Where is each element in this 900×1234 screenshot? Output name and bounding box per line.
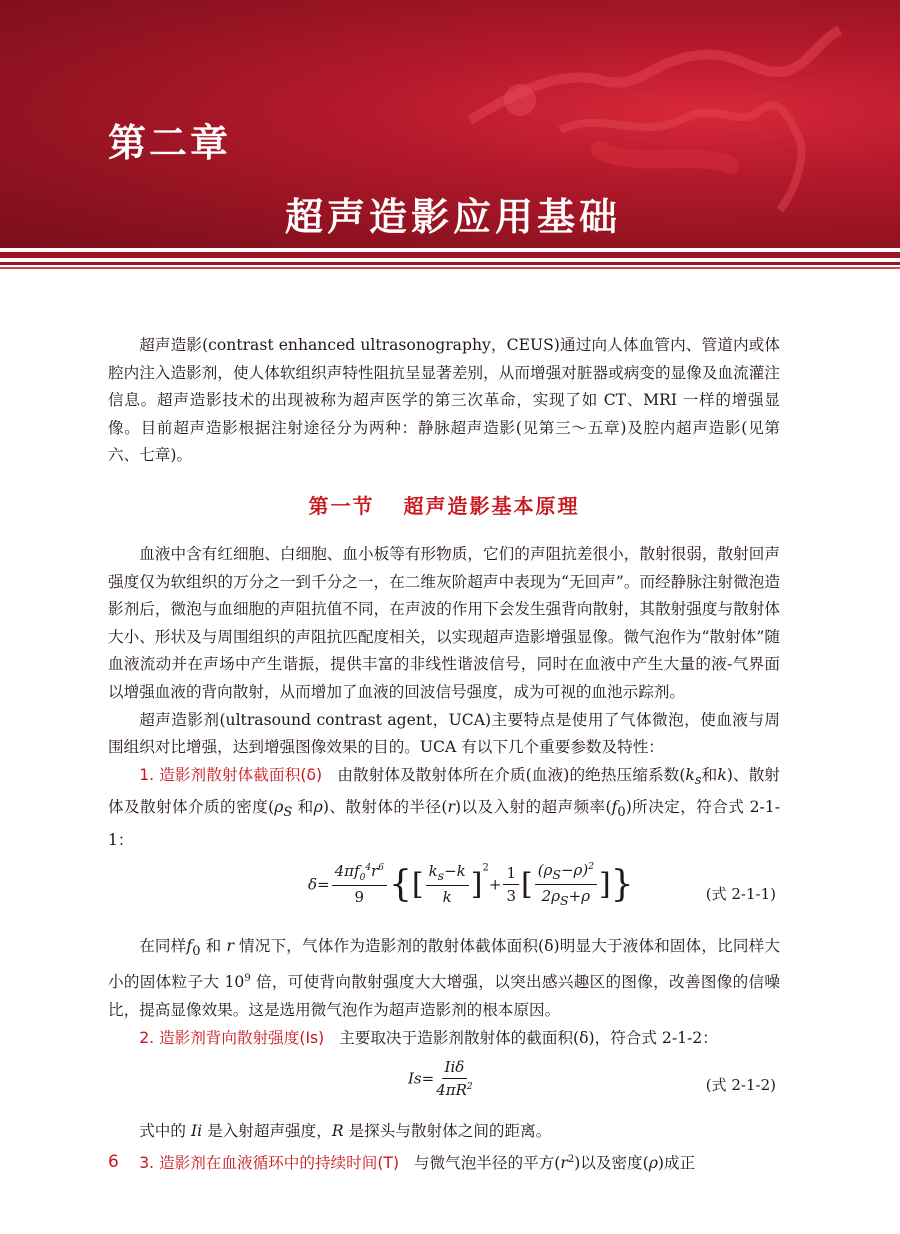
p4-text-c: 是探头与散射体之间的距离。 — [348, 1122, 552, 1141]
section-heading — [108, 490, 780, 519]
item-label-cross-section: 1. 造影剂散射体截面积(δ) — [139, 765, 323, 784]
item1-text-c: )、散射体及散射体介质的密度( — [108, 765, 780, 817]
p4-text-b: 是入射超声强度， — [207, 1122, 332, 1141]
formula-number-1: (式 2-1-1) — [705, 884, 776, 903]
p3-text-b: 和 — [205, 936, 222, 955]
intro-paragraph: 超声造影(contrast enhanced ultrasonography，CEUS)通过向人体血管内、管道内或体腔内注入造影剂，使人体软组织声特性阻抗呈显著差别，从而增强对脏器或病变的显像及血流灌注信息。超声造影技术的出现被称为超声医学的第三次革命，实现了如 CT、MRI 一样的增强显像。目前超声造影根据注射途径分为两种：静脉超声造影(见第三～五章)及腔内超声造影(见第六、七章)。 — [108, 336, 780, 465]
item-duration: 3. 造影剂在血液循环中的持续时间(T) 与微气泡半径的平方$(r^2)$以及密度(ρ)成正 — [139, 1153, 696, 1173]
item3-text-a: 与微气泡半径的平方( — [413, 1154, 561, 1173]
p4-text-a: 式中的 — [139, 1122, 186, 1141]
item-cross-section: 1. 造影剂散射体截面积(δ) 由散射体及散射体所在介质(血液)的绝热压缩系数($k_s$和k)、散射体及散射体介质的密度($\rho_S$ 和ρ)、散射体的半径(r)以及入射的超声频率$(f_0)$所决定，符合式 2-1-1： — [108, 765, 781, 850]
paragraph-formula-note: 式中的 Ii 是入射超声强度，R 是探头与散射体之间的距离。 — [139, 1122, 552, 1141]
formula-2-1-1 — [108, 861, 780, 927]
p3-text-a: 在同样 — [139, 936, 187, 955]
item1-text-g: )所决定，符合式 2-1-1： — [108, 798, 781, 850]
item1-text-b: 和 — [701, 765, 718, 784]
section-number: 第一节 — [308, 493, 375, 518]
chapter-number: 第二章 — [108, 121, 232, 165]
formula-number-2: (式 2-1-2) — [705, 1076, 776, 1095]
p3-text-c: 情况下，气体作为造影剂的散射体截体面积(δ)明显大于液体和固体，比同样大小的固体粒子大 10 — [108, 936, 780, 992]
formula-expression: δ= $\frac{4\pi f_0^4r^6}{9}$ {[ $\frac{k_s-k}{k}$ ]$^2$+ $\frac{1}{3}$ [ $\frac{(\rho_S-\rho)^2}{2\rho_S+\rho}$ ]} — [308, 860, 634, 908]
chapter-title: 超声造影应用基础 — [285, 195, 622, 239]
header-divider — [0, 252, 900, 258]
page-body — [108, 332, 780, 1178]
p3-text-d: 倍，可使背向散射强度大大增强，以突出感兴趣区的图像，改善图像的信噪比，提高显像效果。这是选用微气泡作为超声造影剂的根本原因。 — [108, 973, 780, 1020]
item1-text-f: )以及入射的超声频率( — [454, 798, 612, 817]
item3-text-b: )以及密度( — [574, 1154, 649, 1173]
header-divider-light — [0, 267, 900, 269]
chapter-banner — [0, 0, 900, 248]
item2-text: 主要取决于造影剂散射体的截面积(δ)，符合式 2-1-2： — [339, 1028, 718, 1047]
item-backscatter — [108, 1025, 780, 1053]
item1-text-d: 和 — [297, 798, 314, 817]
paragraph-uca: 超声造影剂(ultrasound contrast agent，UCA)主要特点是使用了气体微泡，使血液与周围组织对比增强，达到增强图像效果的目的。UCA 有以下几个重要参数及特性： — [108, 710, 780, 757]
item1-text-e: )、散射体的半径( — [322, 798, 448, 817]
item-label-duration: 3. 造影剂在血液循环中的持续时间(T) — [139, 1154, 400, 1173]
formula-2-1-2 — [108, 1058, 780, 1112]
paragraph-scattering: 血液中含有红细胞、白细胞、血小板等有形物质，它们的声阻抗差很小，散射很弱，散射回声强度仅为软组织的万分之一到千分之一，在二维灰阶超声中表现为“无回声”。而经静脉注射微泡造影剂后，微泡与血细胞的声阻抗值不同，在声波的作用下会发生强背向散射，其散射强度与散射体大小、形状及与周围组织的声阻抗匹配度相关，以实现超声造影增强显像。微气泡作为“散射体”随血液流动并在声场中产生谐振，提供丰富的非线性谐波信号，同时在血液中产生大量的液-气界面以增强血液的背向散射，从而增加了血液的回波信号强度，成为可视的血池示踪剂。 — [108, 544, 780, 701]
header-divider-thin — [0, 262, 900, 265]
section-title: 超声造影基本原理 — [403, 493, 580, 518]
item-label-backscatter: 2. 造影剂背向散射强度(Is) — [139, 1028, 325, 1047]
paragraph-gas-advantage: 在同样$f_0$ 和 r 情况下，气体作为造影剂的散射体截体面积(δ)明显大于液体和固体，比同样大小的固体粒子大 $10^9$ 倍，可使背向散射强度大大增强，以突出感兴趣区的图像，改善图像的信噪比，提高显像效果。这是选用微气泡作为超声造影剂的根本原因。 — [108, 936, 780, 1020]
page-number: 6 — [108, 1152, 119, 1172]
item3-text-c: )成正 — [657, 1154, 696, 1173]
item1-text: 由散射体及散射体所在介质(血液)的绝热压缩系数( — [337, 765, 686, 784]
formula-expression-2: Is= $\frac{\text{Iiδ}}{4\pi R^2}$ — [408, 1058, 473, 1100]
